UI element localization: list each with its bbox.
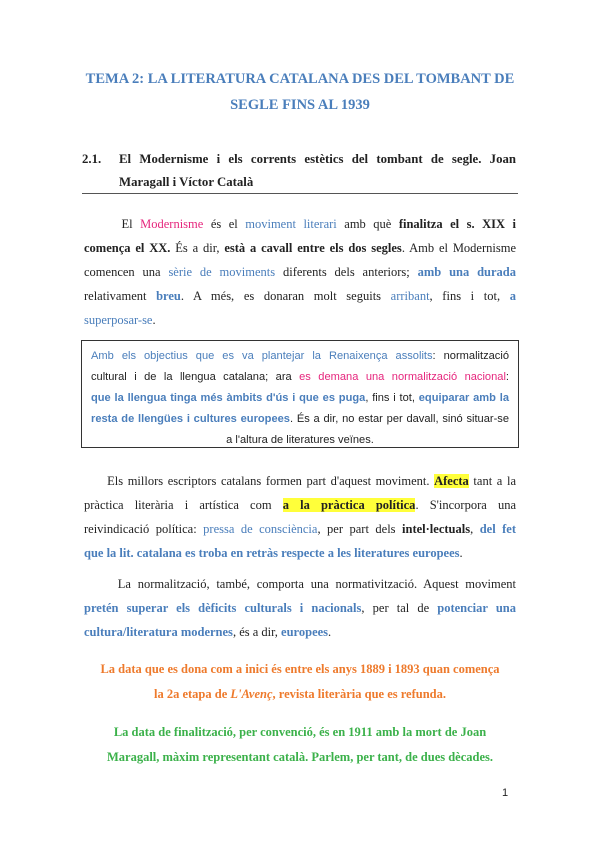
title-line-1: TEMA 2: LA LITERATURA CATALANA DES DEL TOMBANT DE [85,71,515,87]
p1-text: comencen una [84,265,169,279]
p1-text: . [152,313,156,327]
p2-term-pressa: pressa de consciència [203,522,318,536]
p2-bold-intellectuals: intel·lectuals [402,522,471,536]
end-date-paragraph [60,720,540,770]
p1-text: relativament [84,289,157,303]
objectives-box [81,340,519,448]
p3-text: La normalització, també, comporta una normativització. Aquest moviment [117,577,516,591]
page-number: 1 [502,787,509,799]
p1-line-5 [84,308,516,332]
box-term-equiparar: equiparar amb la [418,392,509,404]
p1-text: És a dir, [170,241,225,255]
box-text: : [505,371,509,383]
p1-line-2 [84,236,516,260]
p1-term-modernisme: Modernisme [140,217,204,231]
p1-text: . A més, es donaran molt seguits [180,289,391,303]
p1-text: és el [203,217,246,231]
orange-italic-avenc: L'Avenç [230,687,273,701]
box-line-3 [82,388,518,409]
section-number: 2.1. [82,152,102,166]
p2-highlight-politica: a la pràctica política [282,498,416,512]
p1-line-1 [84,212,516,236]
p1-text: amb què [336,217,399,231]
p2-highlight-afecta: Afecta [434,474,469,488]
p3-term-europees: europees [281,625,329,639]
p3-term-cultura: cultura/literatura modernes [84,625,233,639]
p2-line-3 [84,517,516,541]
section-title-line-2: Maragall i Víctor Català [119,175,254,189]
p2-line-2 [84,493,516,517]
p1-bold-text: comença el XX. [84,241,171,255]
p2-text: . S'incorpora una [415,498,516,512]
p1-bold-text: està a cavall entre els dos segles [224,241,402,255]
p3-line-2 [84,596,516,620]
p3-term-potenciar: potenciar una [437,601,516,615]
p3-text: , per tal de [361,601,438,615]
green-line-2: Maragall, màxim representant català. Parlem, per tant, de dues dècades. [106,750,494,764]
p1-term-a: a [509,289,516,303]
box-text: : normalització [432,350,509,362]
orange-line-1: La data que es dona com a inici és entre els anys 1889 i 1893 quan comença [100,662,500,676]
p1-term-superposar: superposar-se [84,313,153,327]
paragraph-modernisme [84,212,516,332]
p3-text: . [328,625,332,639]
document-title [60,66,540,118]
p1-bold-text: finalitza el s. XIX i [398,217,516,231]
p1-term-serie: sèrie de moviments [168,265,276,279]
title-line-2: SEGLE FINS AL 1939 [230,97,370,113]
box-line-5: a l'altura de literatures veïnes. [226,434,374,446]
p2-term-retras: que la lit. catalana es troba en retràs respecte a les literatures europees [84,546,460,560]
p2-text: pràctica literària i artística com [84,498,283,512]
p2-line-1 [84,469,516,493]
green-line-1: La data de finalització, per convenció, és en 1911 amb la mort de Joan [113,725,487,739]
box-term-llengua: que la llengua tinga més àmbits d'ús i que es puga [91,392,366,404]
orange-line-2 [60,682,540,707]
p2-text: . [459,546,463,560]
box-text: , fins i tot, [365,392,419,404]
section-heading [82,148,516,194]
p2-term-fet: del fet [479,522,517,536]
p1-text: El [121,217,141,231]
p3-text: , és a dir, [232,625,282,639]
box-text: cultural i de la llengua catalana; ara [91,371,300,383]
p2-line-4 [84,541,516,565]
paragraph-escriptors [84,469,516,565]
box-line-1 [82,346,518,367]
start-date-paragraph [60,657,540,707]
p1-term-moviment: moviment literari [245,217,337,231]
box-term-normalitzacio: es demana una normalització nacional [299,371,506,383]
p1-line-3 [84,260,516,284]
p1-text: diferents dels anteriors; [275,265,418,279]
box-line-4 [82,409,518,430]
p3-line-3 [84,620,516,644]
p2-text: Els millors escriptors catalans formen part d'aquest moviment. [107,474,435,488]
p1-line-4 [84,284,516,308]
p1-text: , fins i tot, [429,289,510,303]
section-divider [82,193,518,194]
p1-term-breu: breu [156,289,181,303]
section-title-line-1: El Modernisme i els corrents estètics del tombant de segle. Joan [119,152,516,166]
p2-text: tant a la [468,474,516,488]
p1-term-durada: amb una durada [417,265,516,279]
p3-line-1 [84,572,516,596]
p2-text: , [470,522,480,536]
p1-term-arribant: arribant [390,289,430,303]
box-line-2 [82,367,518,388]
box-term-resta: resta de llengües i cultures europees [91,413,290,425]
orange-text: la 2a etapa de [154,687,231,701]
p3-term-deficits: pretén superar els dèficits culturals i nacionals [84,601,362,615]
p1-text: . Amb el Modernisme [401,241,516,255]
box-text: . És a dir, no estar per davall, sinó situar-se [289,413,509,425]
box-term-renaixenca: Amb els objectius que es va plantejar la Renaixença assolits [91,350,433,362]
orange-text: , revista literària que es refunda. [272,687,446,701]
paragraph-normativitzacio [84,572,516,644]
p2-text: , per part dels [317,522,403,536]
p2-text: reivindicació política: [84,522,204,536]
